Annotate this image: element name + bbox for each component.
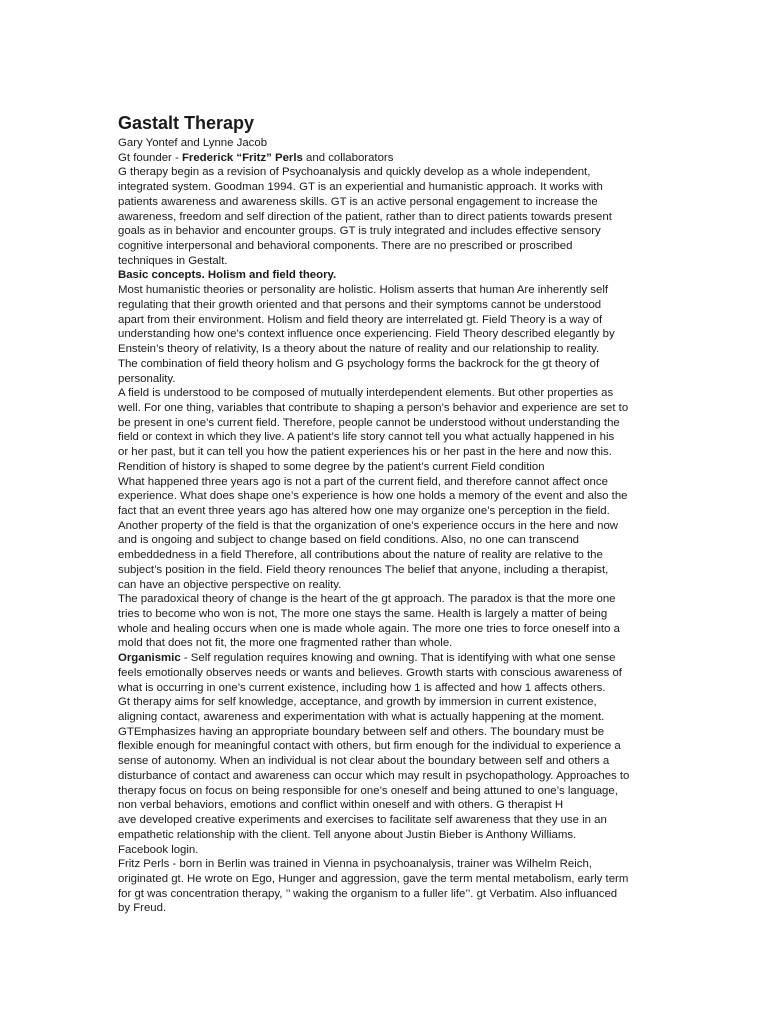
text-line: Facebook login.	[118, 843, 199, 856]
text-line: experience. What does shape one’s experience is how one holds a memory of the event and also the	[118, 490, 628, 503]
text-line: The combination of field theory holism and G psychology forms the backrock for the gt theory of	[118, 357, 600, 370]
section-heading-basic-concepts: Basic concepts. Holism and field theory.	[118, 269, 337, 282]
text-line: be present in one’s current field. Therefore, people cannot be understood without understanding the	[118, 416, 620, 429]
holism-paragraphs	[118, 283, 654, 651]
text-line: well. For one thing, variables that contribute to shaping a person’s behavior and experience are set to	[118, 401, 629, 414]
organismic-first-text: - Self regulation requires knowing and owning. That is identifying with what one sense	[180, 652, 616, 665]
text-line: sense of autonomy. When an individual is not clear about the boundary between self and others a	[118, 755, 610, 768]
text-line: tries to become who won is not, The more one stays the same. Health is largely a matter of being	[118, 608, 608, 620]
organismic-label: Organismic	[118, 652, 181, 665]
text-line: The paradoxical theory of change is the heart of the gt approach. The paradox is that the more one	[118, 593, 616, 606]
text-line: Another property of the field is that the organization of one’s experience occurs in the here and now	[118, 519, 619, 532]
text-line: G therapy begin as a revision of Psychoanalysis and quickly develop as a whole independent,	[118, 166, 591, 179]
text-line: aligning contact, awareness and experimentation with what is actually happening at the moment.	[118, 711, 605, 724]
text-line: mold that does not fit, the more one fragmented rather than whole.	[118, 637, 453, 650]
text-line: can have an objective perspective on reality.	[118, 578, 342, 591]
authors-line: Gary Yontef and Lynne Jacob	[118, 137, 268, 149]
text-line: empathetic relationship with the client. Tell anyone about Justin Bieber is Anthony Williams.	[118, 828, 577, 841]
text-line: Gt therapy aims for self knowledge, acceptance, and growth by immersion in current existence,	[118, 696, 597, 709]
text-line: what is occurring in one’s current existence, including how 1 is affected and how 1 affects others.	[118, 681, 606, 694]
text-line: field or context in which they live. A patient’s life story cannot tell you what actually happened in his	[118, 431, 615, 444]
text-line: feels emotionally observes needs or wants and believes. Growth starts with conscious awareness of	[118, 666, 622, 679]
text-line: originated gt. He wrote on Ego, Hunger and aggression, gave the term mental metabolism, early term	[118, 872, 629, 885]
text-line: personality.	[118, 372, 176, 385]
founder-name: Frederick “Fritz” Perls	[181, 151, 303, 164]
text-line: embeddedness in a field Therefore, all contributions about the nature of reality are relative to the	[118, 549, 603, 562]
founder-prefix: Gt founder -	[118, 151, 182, 164]
text-line: ave developed creative experiments and exercises to facilitate self awareness that they use in an	[118, 814, 607, 827]
text-line: awareness, freedom and self direction of the patient, rather than to direct patients towards present	[118, 210, 612, 223]
text-line: and is ongoing and subject to change based on field conditions. Also, no one can transcend	[118, 534, 580, 547]
text-line: Enstein’s theory of relativity, Is a theory about the nature of reality and our relationship to reality.	[118, 343, 600, 356]
text-line: patients awareness and awareness skills. GT is an active personal engagement to increase the	[118, 195, 598, 208]
document-title: Gastalt Therapy	[118, 113, 255, 133]
text-line: apart from their environment. Holism and field theory are interrelated gt. Field Theory is a way of	[118, 313, 603, 326]
text-line: or her past, but it can tell you how the patient experiences his or her past in the here and now this.	[118, 446, 612, 459]
founder-line	[118, 151, 654, 166]
text-line: goals as in behavior and encounter groups. GT is truly integrated and includes effective sensory	[118, 225, 601, 238]
text-line: subject’s position in the field. Field theory renounces The belief that anyone, including a therapist,	[118, 563, 609, 576]
text-line: Fritz Perls - born in Berlin was trained in Vienna in psychoanalysis, trainer was Wilhelm Reich,	[118, 858, 592, 871]
text-line: fact that an event three years ago has altered how one may organize one’s perception in the field.	[118, 504, 610, 517]
text-line: GTEmphasizes having an appropriate boundary between self and others. The boundary must be	[118, 725, 605, 738]
text-line: for gt was concentration therapy, ’’ waking the organism to a fuller life’’. gt Verbatim. Also influanced	[118, 887, 618, 900]
intro-paragraph	[118, 165, 654, 268]
organismic-first-line	[118, 651, 654, 666]
text-line: therapy focus on focus on being responsible for one’s oneself and being attuned to one’s language,	[118, 784, 618, 797]
text-line: Rendition of history is shaped to some degree by the patient’s current Field condition	[118, 460, 545, 473]
text-line: flexible enough for meaningful contact with others, but firm enough for the individual to experience a	[118, 740, 621, 753]
text-line: non verbal behaviors, emotions and conflict within oneself and with others. G therapist H	[118, 799, 564, 812]
text-line: by Freud.	[118, 902, 167, 915]
text-line: techniques in Gestalt.	[118, 254, 228, 267]
document-page	[118, 112, 654, 916]
text-line: regulating that their growth oriented and that persons and their symptoms cannot be understood	[118, 298, 602, 311]
founder-suffix: and collaborators	[302, 151, 394, 164]
organismic-paragraphs	[118, 666, 654, 916]
text-line: Most humanistic theories or personality are holistic. Holism asserts that human Are inherently self	[118, 284, 609, 297]
text-line: integrated system. Goodman 1994. GT is an experiential and humanistic approach. It works with	[118, 181, 603, 194]
text-line: A field is understood to be composed of mutually interdependent elements. But other properties as	[118, 387, 614, 400]
text-line: whole and healing occurs when one is made whole again. The more one tries to force oneself into a	[118, 622, 620, 635]
text-line: understanding how one’s context influence once experiencing. Field Theory described elegantly by	[118, 328, 615, 341]
text-line: disturbance of contact and awareness can occur which may result in psychopathology. Approaches to	[118, 769, 630, 782]
text-line: What happened three years ago is not a part of the current field, and therefore cannot affect once	[118, 475, 608, 488]
text-line: cognitive interpersonal and behavioral components. There are no prescribed or proscribed	[118, 240, 573, 253]
